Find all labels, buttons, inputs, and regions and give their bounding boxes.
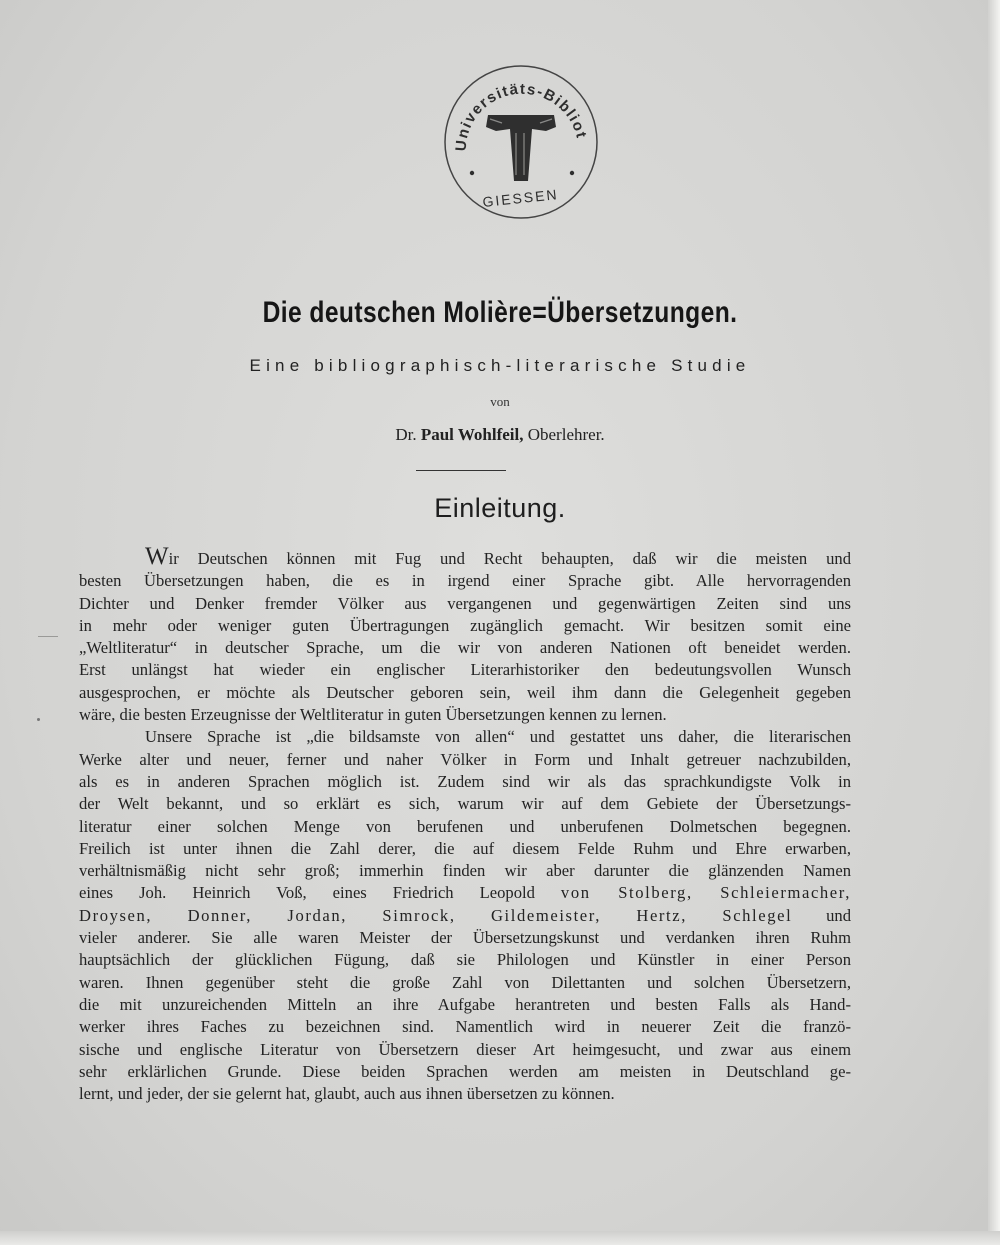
paragraph-line: ausgesprochen, er möchte als Deutscher geboren sein, weil ihm dann die Gelegenheit gegeben [79,682,851,702]
spaced-names: Droysen, Donner, Jordan, Simrock, Gildemeister, Hertz, Schlegel [79,905,793,925]
paragraph-line: eines Joh. Heinrich Voß, eines Friedrich Leopold von Stolberg, Schleiermacher, [79,883,851,903]
paragraph-line: vieler anderer. Sie alle waren Meister der Übersetzungskunst und verdanken ihren Ruhm [79,928,851,948]
paragraph-line: besten Übersetzungen haben, die es in irgend einer Sprache gibt. Alle hervorragenden [79,571,851,591]
author-line [0,425,1000,445]
paragraph-line: Werke alter und neuer, ferner und naher Völker in Form und Inhalt getreuer nachzubilden, [79,749,851,769]
paragraph-line: hauptsächlich der glücklichen Fügung, daß sie Philologen und Künstler in einer Person [79,950,851,970]
paragraph-line: Unsere Sprache ist „die bildsamste von allen“ und gestattet uns daher, die literarischen [145,727,851,747]
body-text [79,543,852,1105]
article-title: Die deutschen Molière=Übersetzungen. [262,296,738,329]
paragraph-line: literatur einer solchen Menge von berufenen und unberufenen Dolmetschen begegnen. [79,816,851,836]
margin-mark [38,636,58,637]
margin-dot [37,718,40,721]
author-name: Paul Wohlfeil, [420,425,524,444]
byline-von: von [490,394,510,409]
paragraph-line: Dichter und Denker fremder Völker aus vergangenen und gegenwärtigen Zeiten sind uns [79,593,851,613]
stamp-dot-left [470,171,474,175]
paragraph-line: die mit unzureichenden Mitteln an ihre Aufgabe herantreten und besten Falls als Hand- [79,994,851,1014]
stamp-arc-text: Universitäts-Bibliot [452,80,591,152]
paragraph-line: der Welt bekannt, und so erklärt es sich, warum wir auf dem Gebiete der Übersetzungs- [79,794,851,814]
page-edge-bottom [0,1231,1000,1245]
paragraph-line: in mehr oder weniger guten Übertragungen zugänglich gemacht. Wir besitzen somit eine [79,615,851,635]
paragraph-line: sische und englische Literatur von Übersetzern dieser Art heimgesucht, und zwar aus einem [79,1039,851,1059]
paragraph-line: „Weltliteratur“ in deutscher Sprache, um die wir von anderen Nationen oft beneidet werden. [79,638,851,658]
stamp-dot-right [570,171,574,175]
library-stamp [442,63,600,221]
paragraph-line: waren. Ihnen gegenüber steht die große Zahl von Dilettanten und solchen Übersetzern, [79,972,851,992]
article-subtitle: Eine bibliographisch-literarische Studie [249,356,751,375]
library-stamp-graphic [442,63,600,221]
paragraph-line: Droysen, Donner, Jordan, Simrock, Gildemeister, Hertz, Schlegel und [79,905,852,925]
paragraph-line: Wir Deutschen können mit Fug und Recht behaupten, daß wir die meisten und [145,543,851,570]
page-edge-right [988,0,1000,1245]
spaced-names: von Stolberg, Schleiermacher, [560,883,851,903]
paragraph-line: verhältnismäßig nicht sehr groß; immerhin finden wir aber darunter die glänzenden Namen [79,861,851,881]
paragraph-line: werker ihres Faches zu bezeichnen sind. Namentlich wird in neuerer Zeit die franzö- [79,1017,851,1037]
author-role: Oberlehrer. [527,425,605,444]
paragraph-line: Erst unlängst hat wieder ein englischer Literarhistoriker den bedeutungsvollen Wunsch [79,660,851,680]
paragraph-line: lernt, und jeder, der sie gelernt hat, glaubt, auch aus ihnen übersetzen zu können. [79,1084,615,1104]
paragraph-line: als es in anderen Sprachen möglich ist. Zudem sind wir als das sprachkundigste Volk in [79,771,851,791]
section-heading: Einleitung. [434,493,566,523]
drop-cap: W [145,543,169,570]
stamp-bottom-text: GIESSEN [481,186,560,210]
paragraph-line: sehr erklärlichen Grunde. Diese beiden Sprachen werden am meisten in Deutschland ge- [79,1061,851,1081]
divider-rule [416,470,506,471]
paragraph-line: Freilich ist unter ihnen die Zahl derer, die auf diesem Felde Ruhm und Ehre erwarben, [79,838,851,858]
stamp-tau-cross [486,115,556,181]
paragraph-line: wäre, die besten Erzeugnisse der Weltliteratur in guten Übersetzungen kennen zu lernen. [79,705,667,725]
author-prefix: Dr. [395,425,417,444]
